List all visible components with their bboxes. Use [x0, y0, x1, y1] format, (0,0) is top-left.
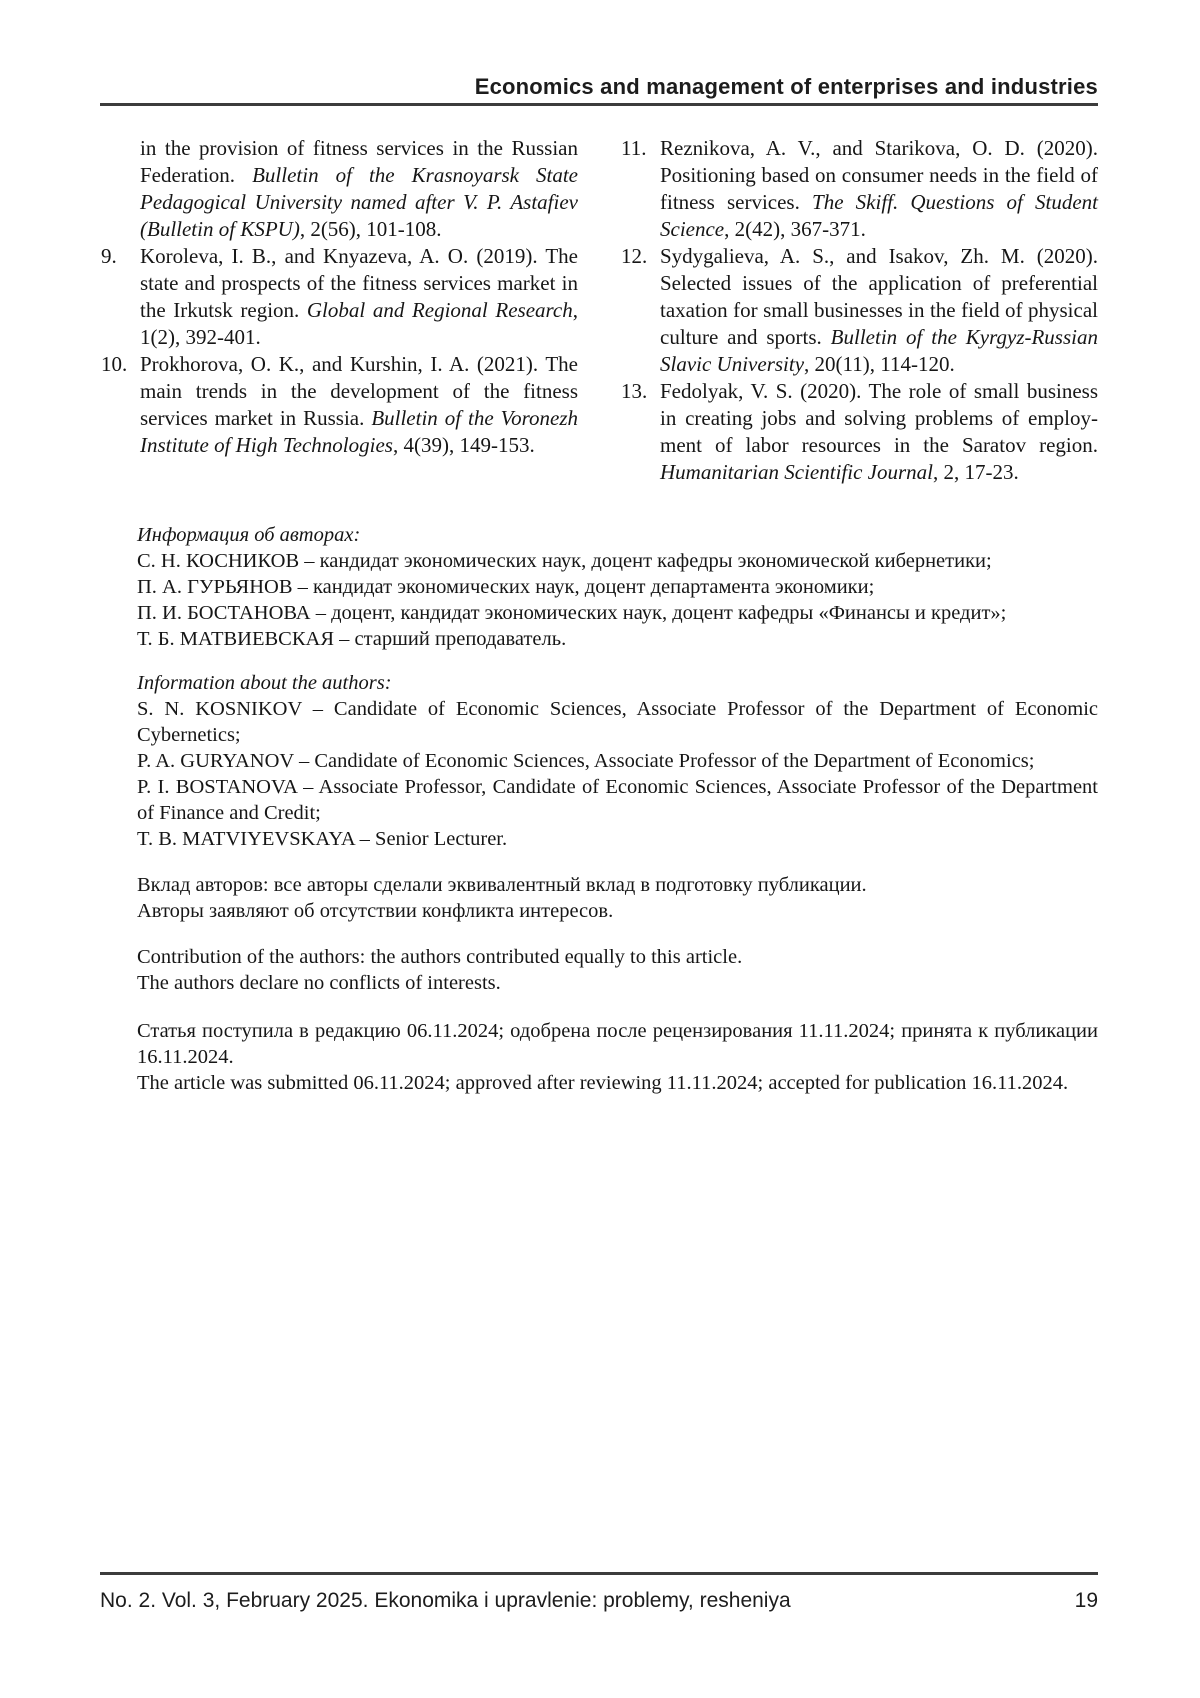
reference-source-italic: Bulletin of the Krasnoyarsk State Pedagogical University named after V. P. Astafiev (Bulletin of KSPU): [140, 163, 578, 241]
author-ru-guryanov: П. А. ГУРЬЯНОВ – кандидат экономических наук, доцент департамента экономики;: [137, 576, 875, 598]
reference-source-italic: Global and Regional Research: [306, 298, 573, 322]
page-footer: [100, 1589, 1098, 1613]
reference-source-italic: The Skiff. Questions of Student Science: [660, 190, 1098, 241]
reference-source-italic: Humanitarian Scientific Journal: [660, 460, 933, 484]
author-ru-kosnikov: С. Н. КОСНИКОВ – кандидат экономических наук, доцент кафедры экономической кибернетики;: [137, 550, 992, 572]
conflict-en-line: The authors declare no conflicts of interests.: [137, 972, 501, 994]
footer-rule: [100, 1572, 1098, 1575]
running-head-title: Economics and management of enterprises and industries: [474, 74, 1098, 99]
reference-text: , 2, 17-23.: [932, 460, 1019, 484]
author-en-bostanova: P. I. BOSTANOVA – Associate Professor, Candidate of Economic Sciences, Associate Professor of the Department of Finance and Credit;: [137, 776, 1098, 824]
article-dates: [137, 1018, 1098, 1096]
authors-info-en-heading: Information about the authors:: [137, 672, 392, 694]
reference-text: Prokhorova, O. K., and Kurshin, I. A. (2021). The main trends in the development of the fitness services market in Russia.: [140, 352, 578, 430]
references-column-right: [620, 135, 1098, 486]
reference-text: , 4(39), 149-153.: [392, 433, 535, 457]
reference-item: [620, 135, 1098, 243]
conflict-ru-line: Авторы заявляют об отсутствии конфликта интересов.: [137, 900, 614, 922]
author-en-kosnikov: S. N. KOSNIKOV – Candidate of Economic Sciences, Associate Professor of the Department of Economic Cybernetics;: [137, 698, 1098, 746]
reference-item: [620, 243, 1098, 378]
contribution-en-line: Contribution of the authors: the authors contributed equally to this article.: [137, 946, 743, 968]
reference-text: , 1(2), 392-401.: [140, 298, 578, 349]
reference-text: Fedolyak, V. S. (2020). The role of small business in creating jobs and solving problems of employment of labor resources in the Saratov region.: [660, 379, 1098, 457]
reference-number: 11.: [621, 136, 647, 160]
reference-number: 9.: [101, 244, 117, 268]
reference-source-italic: Bulletin of the Kyrgyz-Russian Slavic University: [660, 325, 1098, 376]
reference-item: [620, 378, 1098, 486]
references-section: [100, 135, 1098, 486]
reference-item: [100, 135, 578, 243]
authors-info-ru-heading: Информация об авторах:: [137, 524, 361, 546]
header-rule: [100, 103, 1098, 106]
reference-text: , 2(42), 367-371.: [724, 217, 866, 241]
article-dates-ru: Статья поступила в редакцию 06.11.2024; одобрена после рецензирования 11.11.2024; принята к публикации 16.11.2024.: [137, 1020, 1098, 1068]
footer-issue-line: No. 2. Vol. 3, February 2025. Ekonomika i upravlenie: problemy, resheniya: [100, 1589, 791, 1612]
contribution-statement-en: [137, 944, 1098, 996]
author-en-guryanov: P. A. GURYANOV – Candidate of Economic Sciences, Associate Professor of the Department of Economics;: [137, 750, 1035, 772]
reference-text: , 2(56), 101-108.: [299, 217, 442, 241]
contribution-statement-ru: [137, 872, 1098, 924]
reference-text: Reznikova, A. V., and Starikova, O. D. (2020). Positioning based on consumer needs in the field of fitness services.: [660, 136, 1098, 214]
reference-text: , 20(11), 114-120.: [804, 352, 955, 376]
author-en-matviyevskaya: T. B. MATVIYEVSKAYA – Senior Lecturer.: [137, 828, 508, 850]
reference-item: [100, 243, 578, 351]
reference-number: 10.: [101, 352, 128, 376]
contribution-ru-line: Вклад авторов: все авторы сделали эквивалентный вклад в подготовку публикации.: [137, 874, 867, 896]
reference-text: in the provision of fitness services in the Russian Federation.: [140, 136, 578, 187]
reference-text: Sydygalieva, A. S., and Isakov, Zh. M. (2020). Selected issues of the application of preferential taxation for small businesses in the field of physical culture and sports.: [660, 244, 1098, 349]
references-column-left: [100, 135, 578, 486]
authors-info-en: [137, 670, 1098, 852]
reference-number: 13.: [621, 379, 648, 403]
author-ru-bostanova: П. И. БОСТАНОВА – доцент, кандидат экономических наук, доцент кафедры «Финансы и кредит»;: [137, 602, 1007, 624]
page-body: [100, 135, 1098, 1096]
reference-item: [100, 351, 578, 459]
article-dates-en: The article was submitted 06.11.2024; approved after reviewing 11.11.2024; accepted for publication 16.11.2024.: [137, 1072, 1069, 1094]
reference-source-italic: Bulletin of the Voronezh Institute of High Technologies: [140, 406, 579, 457]
footer-page-number: 19: [1074, 1589, 1098, 1612]
reference-number: 12.: [621, 244, 648, 268]
reference-text: Koroleva, I. B., and Knyazeva, A. O. (2019). The state and prospects of the fitness services market in the Irkutsk region.: [140, 244, 578, 322]
author-ru-matviyevskaya: Т. Б. МАТВИЕВСКАЯ – старший преподаватель.: [137, 628, 567, 650]
authors-info-ru: [137, 522, 1098, 652]
